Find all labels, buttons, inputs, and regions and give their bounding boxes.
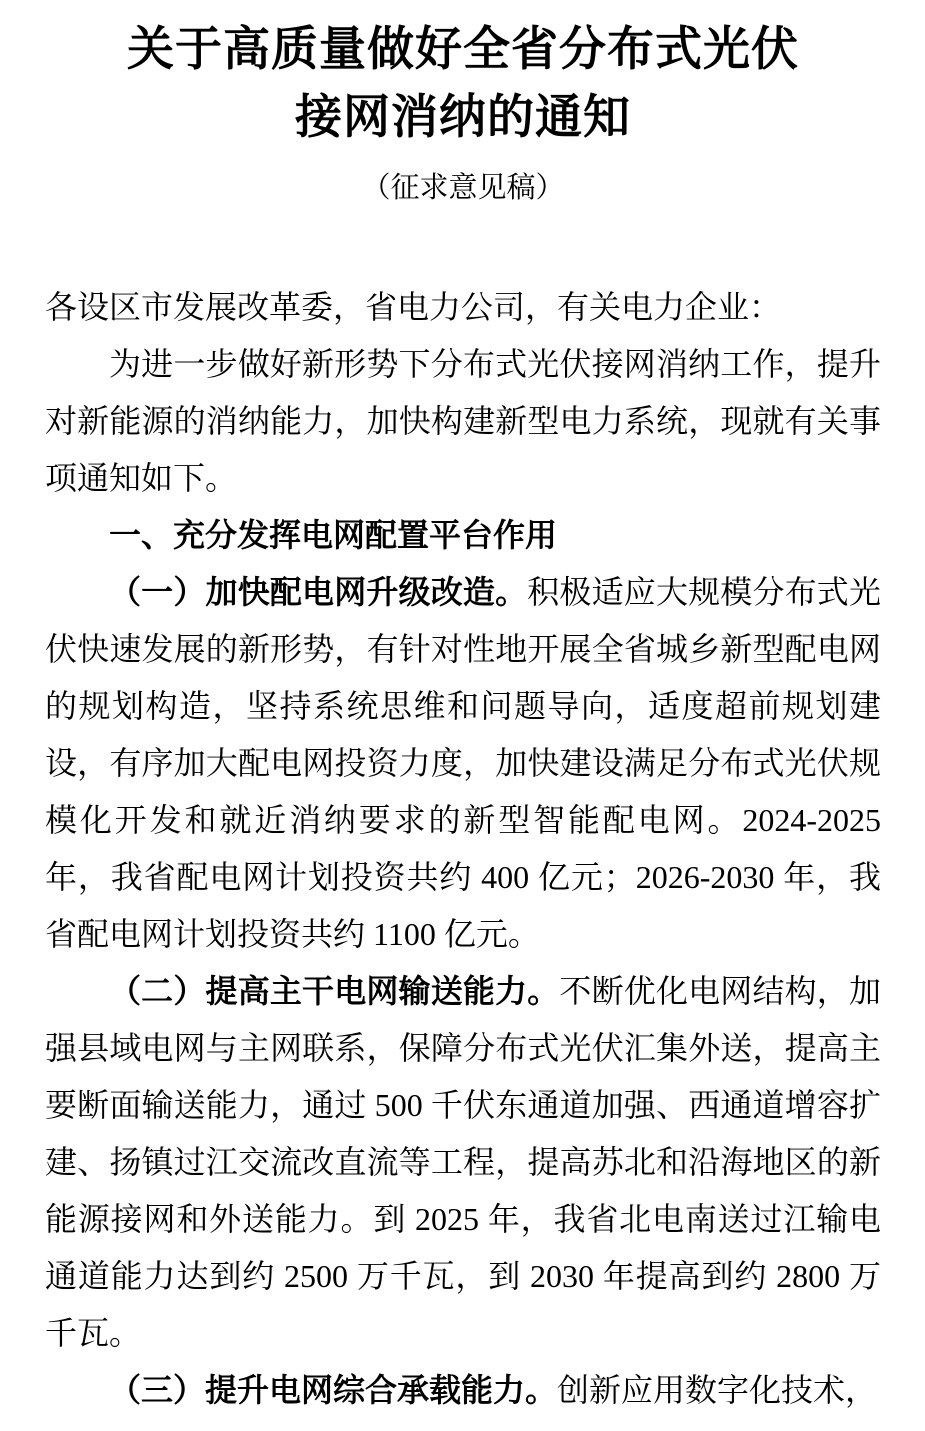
clause-paragraph-2 <box>45 963 881 1362</box>
document-body <box>45 279 881 1419</box>
title-line-2: 接网消纳的通知 <box>295 92 631 144</box>
clause-paragraph-3 <box>45 1362 881 1419</box>
clause-2-text: 不断优化电网结构，加强县域电网与主网联系，保障分布式光伏汇集外送，提高主要断面输送能力，通过 500 千伏东通道加强、西通道增容扩建、扬镇过江交流改直流等工程，提高苏北和沿海地区的新能源接网和外送能力。到 2025 年，我省北电南送过江输电通道能力达到约 2500 万千瓦，到 2030 年提高到约 2800 万千瓦。 <box>45 973 881 1351</box>
clause-3-text: 创新应用数字化技术， <box>557 1372 878 1408</box>
title-line-1: 关于高质量做好全省分布式光伏 <box>127 24 799 76</box>
clause-1-text: 积极适应大规模分布式光伏快速发展的新形势，有针对性地开展全省城乡新型配电网的规划构造，坚持系统思维和问题导向，适度超前规划建设，有序加大配电网投资力度，加快建设满足分布式光伏规模化开发和就近消纳要求的新型智能配电网。2024-2025 年，我省配电网计划投资共约 400 亿元；2026-2030 年，我省配电网计划投资共约 1100 亿元。 <box>45 574 881 952</box>
intro-paragraph: 为进一步做好新形势下分布式光伏接网消纳工作，提升对新能源的消纳能力，加快构建新型电力系统，现就有关事项通知如下。 <box>45 346 881 496</box>
document-title <box>45 16 881 152</box>
salutation-line: 各设区市发展改革委，省电力公司，有关电力企业： <box>45 289 782 325</box>
clause-3-lead: （三）提升电网综合承载能力。 <box>109 1372 558 1408</box>
section-heading-1: 一、充分发挥电网配置平台作用 <box>109 517 558 553</box>
clause-2-lead: （二）提高主干电网输送能力。 <box>109 973 560 1009</box>
clause-1-lead: （一）加快配电网升级改造。 <box>109 574 528 610</box>
clause-paragraph-1 <box>45 564 881 963</box>
document-subtitle: （征求意见稿） <box>361 172 565 204</box>
